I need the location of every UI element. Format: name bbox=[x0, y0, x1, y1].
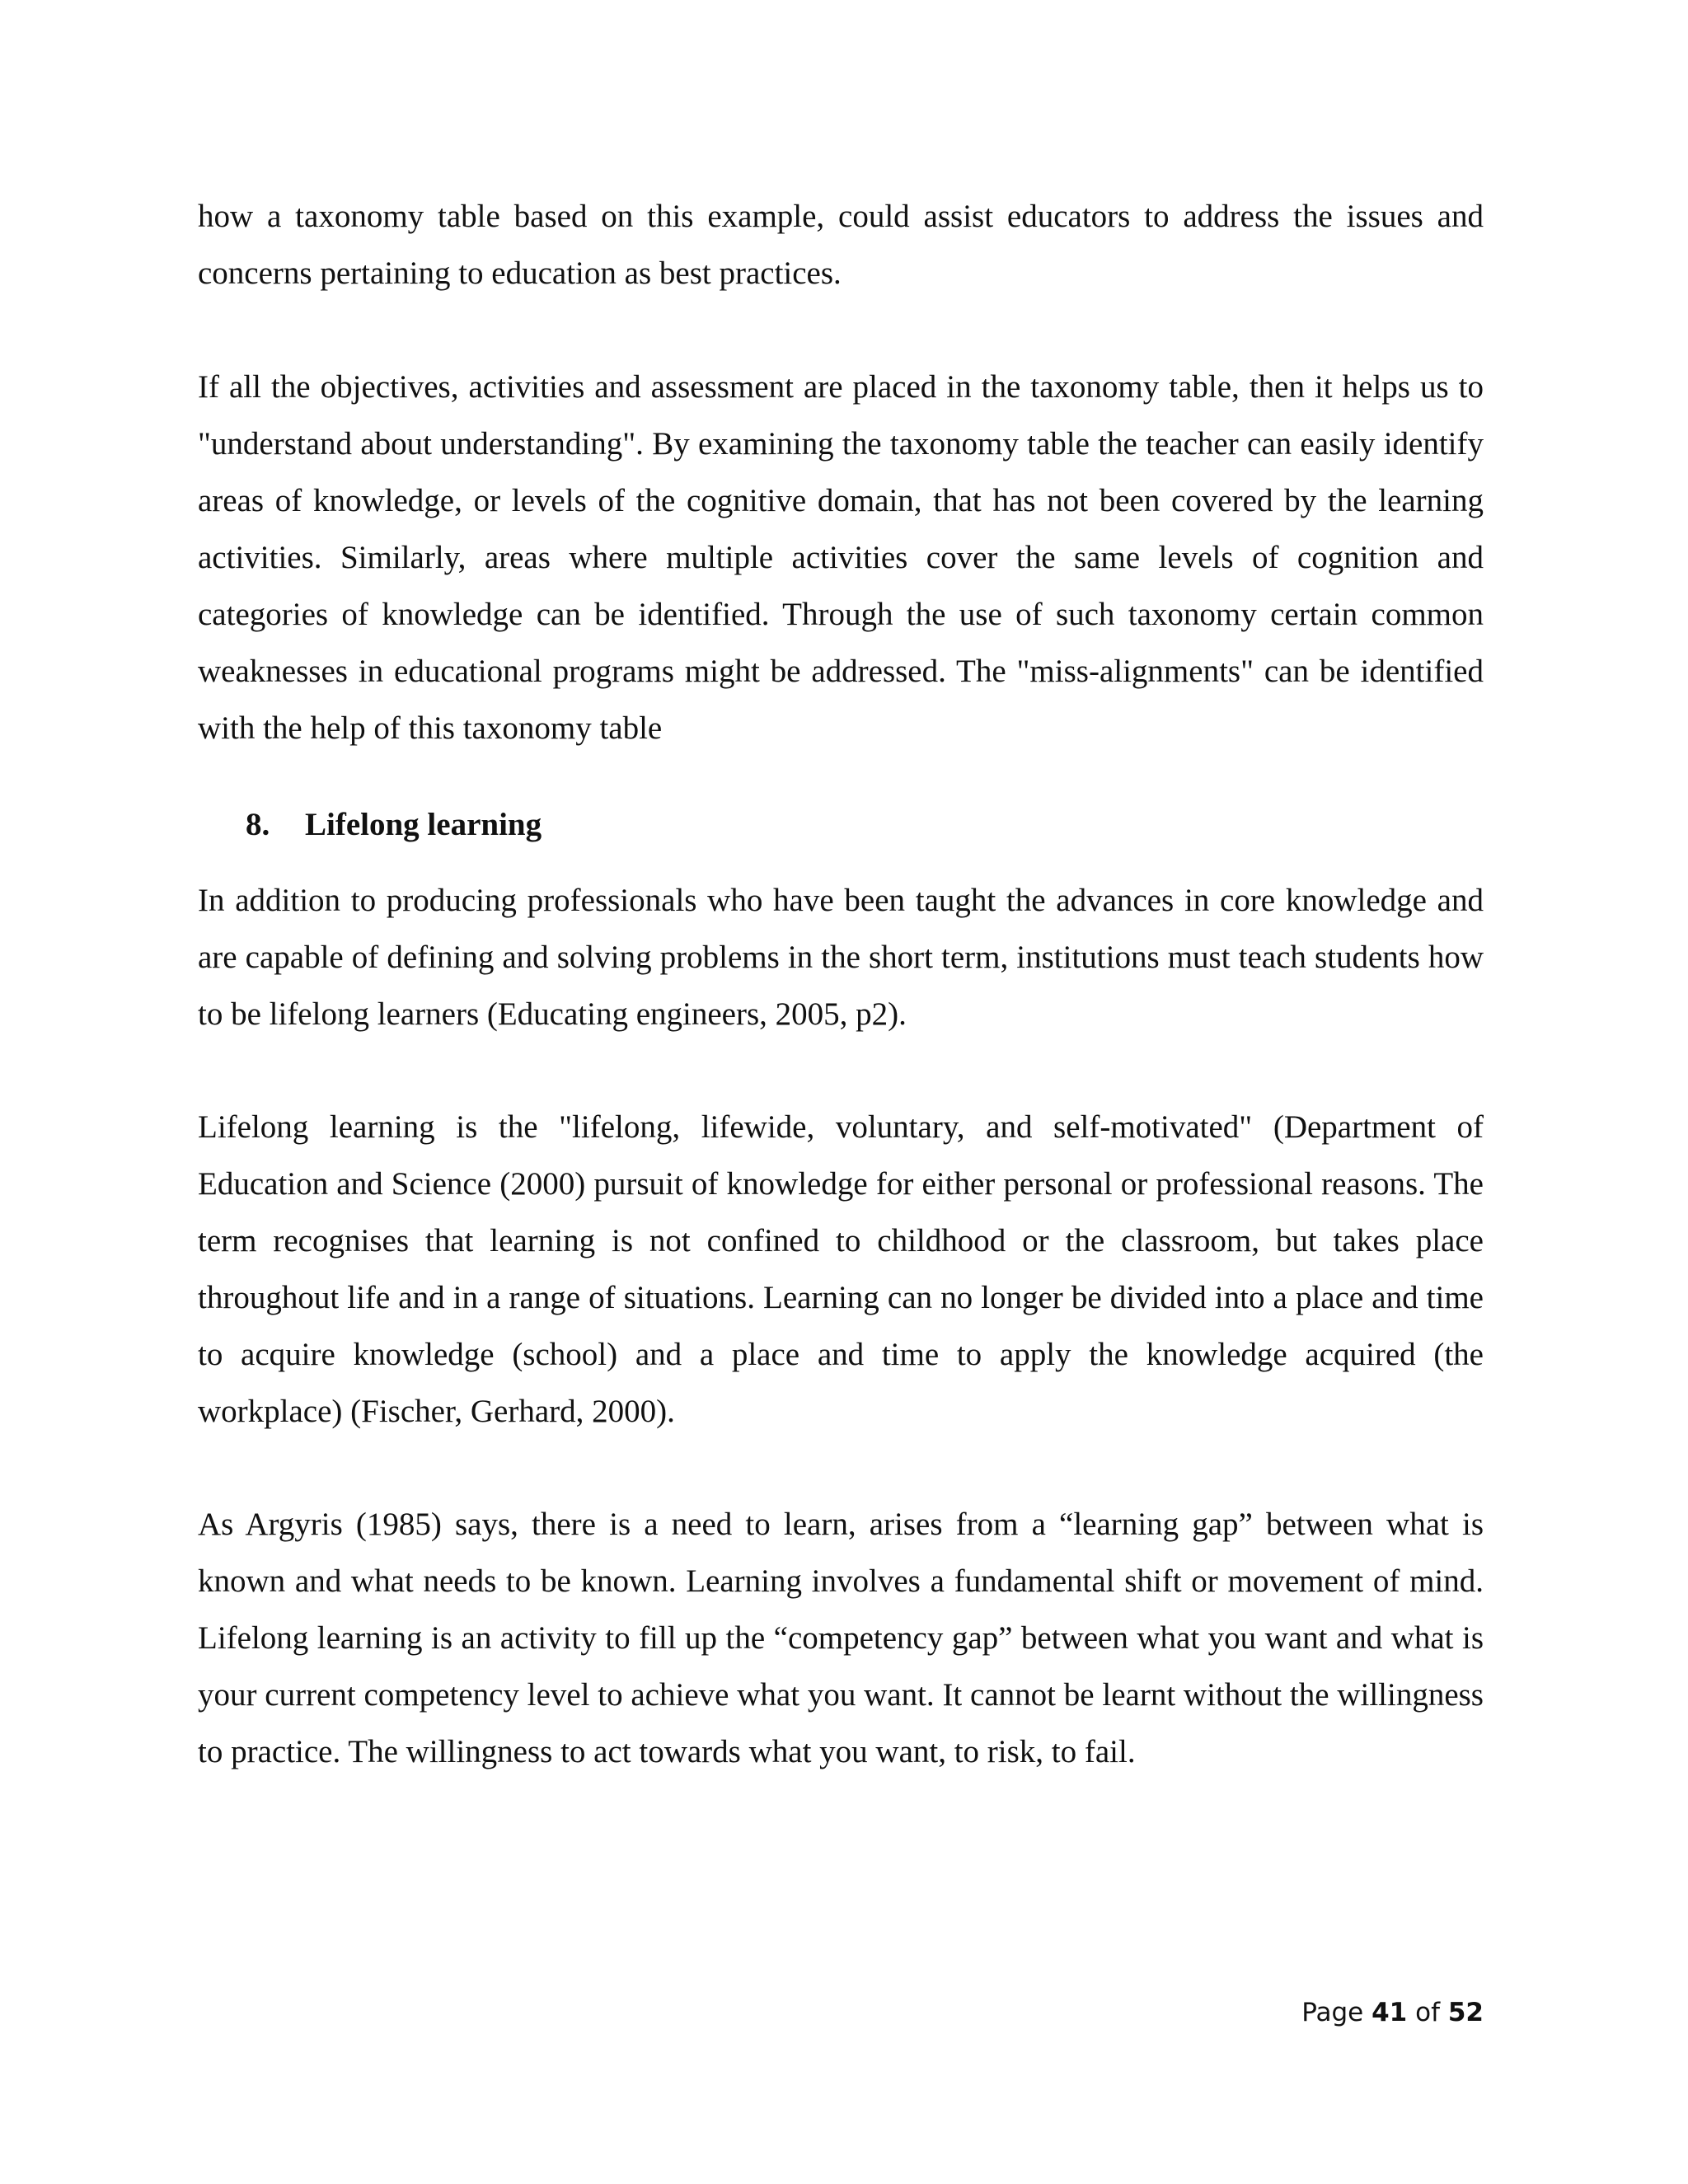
paragraph-lifelong-definition: Lifelong learning is the "lifelong, lifewide, voluntary, and self-motivated" (Department of Education and Science (2000) pursuit of knowledge for either personal or professional reasons. The term recognises that learning is not confined to childhood or the classroom, but takes place throughout life and in a range of situations. Learning can no longer be divided into a place and time to acquire knowledge (school) and a place and time to apply the knowledge acquired (the workplace) (Fischer, Gerhard, 2000). bbox=[198, 1109, 1484, 1429]
paragraph-argyris: As Argyris (1985) says, there is a need to learn, arises from a “learning gap” between what is known and what needs to be known. Learning involves a fundamental shift or movement of mind. Lifelong learning is an activity to fill up the “competency gap” between what you want and what is your current competency level to achieve what you want. It cannot be learnt without the willingness to practice. The willingness to act towards what you want, to risk, to fail. bbox=[198, 1507, 1484, 1769]
section-number: 8. bbox=[246, 807, 270, 842]
current-page-number: 41 bbox=[1372, 1998, 1408, 2027]
paragraph-lifelong-intro: In addition to producing professionals who have been taught the advances in core knowledge and are capable of defining and solving problems in the short term, institutions must teach students how to be lifelong learners (Educating engineers, 2005, p2). bbox=[198, 883, 1484, 1032]
paragraph-taxonomy-intro: how a taxonomy table based on this example, could assist educators to address the issues and concerns pertaining to education as best practices. bbox=[198, 199, 1484, 291]
total-pages-number: 52 bbox=[1447, 1998, 1484, 2027]
page-word: Page bbox=[1301, 1998, 1364, 2027]
paragraph-taxonomy-table: If all the objectives, activities and assessment are placed in the taxonomy table, then it helps us to "understand about understanding". By examining the taxonomy table the teacher can easily identify areas of knowledge, or levels of the cognitive domain, that has not been covered by the learning activities. Similarly, areas where multiple activities cover the same levels of cognition and categories of knowledge can be identified. Through the use of such taxonomy certain common weaknesses in educational programs might be addressed. The "miss-alignments" can be identified with the help of this taxonomy table bbox=[198, 369, 1484, 746]
of-word: of bbox=[1415, 1998, 1440, 2027]
page-number-footer bbox=[1301, 1994, 1484, 2031]
section-title: Lifelong learning bbox=[305, 807, 542, 842]
section-heading-lifelong-learning bbox=[246, 796, 542, 853]
